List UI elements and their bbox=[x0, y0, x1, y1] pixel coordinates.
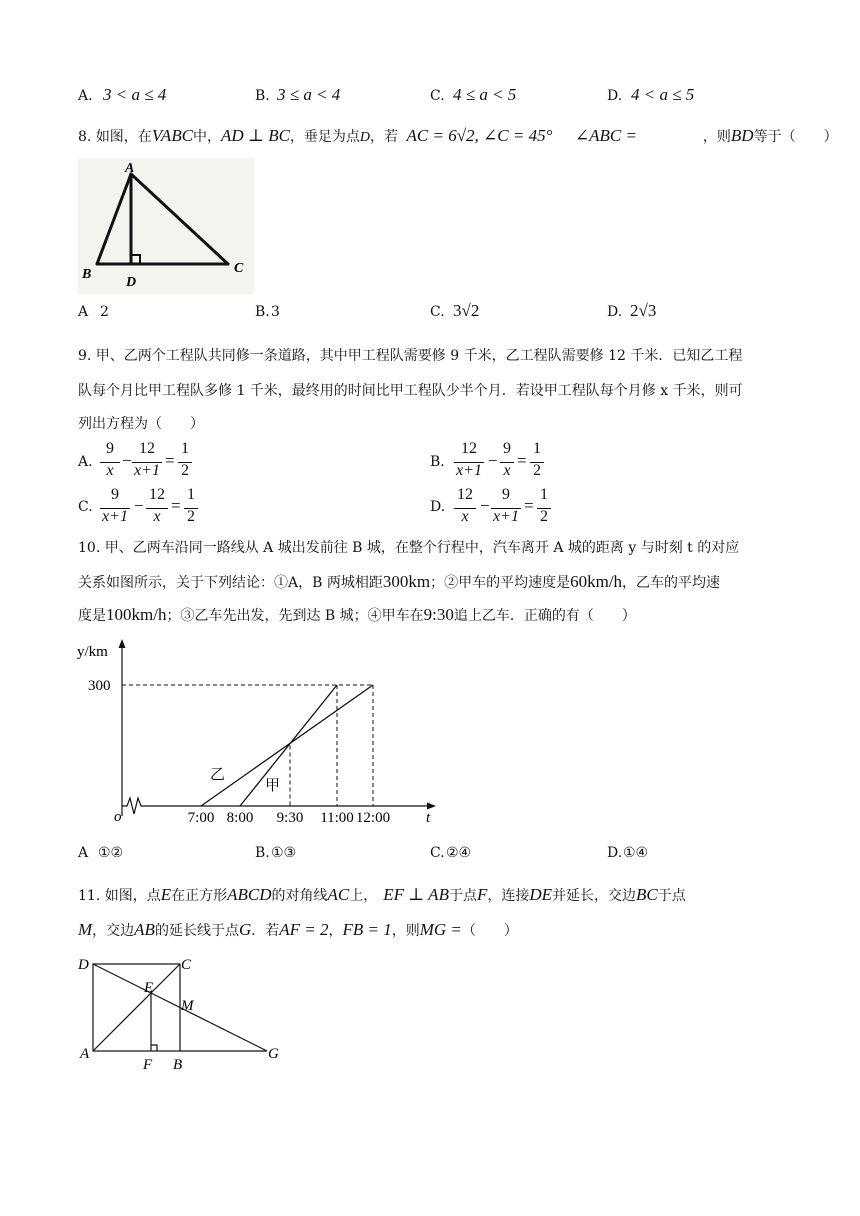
q9-b-fraction-1 bbox=[454, 440, 484, 484]
q10-distance-time-chart bbox=[77, 636, 450, 832]
q10-stem-line-3 bbox=[78, 605, 636, 626]
q11-t2e: G bbox=[238, 920, 252, 939]
q7-option-b-letter: B. bbox=[255, 88, 270, 104]
q9-a-fraction-1 bbox=[100, 440, 120, 484]
q11-diagonal-ac bbox=[93, 964, 180, 1051]
q8-text-2: 中， bbox=[193, 129, 222, 145]
x-tick-label-4: 12:00 bbox=[355, 810, 391, 826]
q9-c-fraction-2 bbox=[146, 486, 168, 530]
q9-a-den-1: x bbox=[106, 462, 114, 479]
q8-stem bbox=[78, 126, 838, 148]
q10-option-b-value: ①③ bbox=[271, 845, 297, 861]
q9-d-num-2: 9 bbox=[502, 486, 510, 503]
q11-t1h: EF ⊥ AB bbox=[383, 885, 449, 904]
q11-t2l: （ ） bbox=[461, 923, 518, 939]
q9-a-rhs-den: 2 bbox=[181, 462, 189, 479]
x-tick-label-0: 7:00 bbox=[187, 810, 215, 826]
q9-c-fraction-1 bbox=[100, 486, 130, 530]
q9-b-minus: − bbox=[488, 451, 498, 470]
q9-b-num-1: 12 bbox=[461, 440, 477, 457]
q9-c-num-2: 12 bbox=[149, 486, 165, 503]
q9-c-fraction-rhs bbox=[184, 486, 198, 530]
q10-line-3e: 追上乙车．正确的有（ ） bbox=[453, 608, 636, 624]
q9-b-den-1: x+1 bbox=[456, 462, 482, 479]
q10-line-3a: 度是 bbox=[78, 608, 106, 624]
x-axis-arrow bbox=[427, 803, 436, 810]
q11-t2j: ，则 bbox=[391, 923, 420, 939]
q9-c-num-1: 9 bbox=[111, 486, 119, 503]
q11-t1n: BC bbox=[636, 885, 658, 904]
q11-t2f: ．若 bbox=[251, 923, 280, 939]
q8-option-b-value: 3 bbox=[271, 304, 280, 320]
q8-text-5: ，则 bbox=[702, 129, 731, 145]
x-axis-label: t bbox=[426, 810, 431, 826]
q9-c-equals: = bbox=[171, 496, 181, 515]
q10-line-3c: ；③乙车先出发，先到达 B 城；④甲车在 bbox=[166, 608, 424, 624]
q8-label-b: B bbox=[82, 267, 92, 282]
q11-label-g: G bbox=[268, 1046, 279, 1062]
q10-option-c-letter: C. bbox=[430, 845, 445, 861]
q10-line-2e: ，乙车的平均速 bbox=[622, 575, 721, 591]
q11-t2i: FB = 1 bbox=[342, 920, 392, 939]
q8-point-d: D bbox=[359, 130, 371, 145]
q8-option-c-value: 3√2 bbox=[453, 301, 480, 320]
q9-stem-line-2: 队每个月比甲工程队多修 1 千米，最终用的时间比甲工程队少半个月．若设甲工程队每个月修 x 千米，则可 bbox=[78, 383, 743, 399]
q10-line-2a: 关系如图所示，关于下列结论：①A，B 两城相距 bbox=[78, 575, 383, 591]
q10-option-d-value: ①④ bbox=[623, 845, 649, 861]
q11-label-d: D bbox=[78, 957, 89, 973]
q9-b-fraction-2 bbox=[500, 440, 514, 484]
q9-c-minus: − bbox=[134, 496, 144, 515]
q11-square-figure bbox=[76, 954, 286, 1074]
q7-option-c-letter: C. bbox=[430, 88, 445, 104]
q8-label-d: D bbox=[126, 275, 137, 290]
q10-option-c-value: ②④ bbox=[446, 845, 472, 861]
q11-t2k: MG = bbox=[419, 920, 462, 939]
q11-label-f: F bbox=[143, 1057, 153, 1073]
q10-distance: 300km bbox=[382, 572, 431, 591]
q9-b-rhs-den: 2 bbox=[533, 462, 541, 479]
q10-meet-time: 9:30 bbox=[423, 605, 454, 624]
q8-label-c: C bbox=[234, 261, 244, 276]
q9-d-num-1: 12 bbox=[457, 486, 473, 503]
q11-t1i: 于点 bbox=[448, 888, 477, 904]
q9-b-rhs-num: 1 bbox=[533, 440, 541, 457]
q11-t1b: E bbox=[160, 885, 172, 904]
q8-triangle: VABC bbox=[151, 126, 194, 145]
q9-a-fraction-rhs bbox=[178, 440, 192, 484]
q11-t1o: 于点 bbox=[657, 888, 686, 904]
q9-c-den-2: x bbox=[153, 508, 161, 525]
q9-b-fraction-rhs bbox=[530, 440, 544, 484]
q11-stem-line-2 bbox=[78, 920, 518, 941]
q8-option-a-value: 2 bbox=[100, 304, 109, 320]
q8-condition-angle-abc: ∠ABC = bbox=[574, 126, 637, 145]
q9-a-rhs-num: 1 bbox=[181, 440, 189, 457]
q9-d-fraction-rhs bbox=[537, 486, 551, 530]
q9-c-den-1: x+1 bbox=[102, 508, 128, 525]
q10-option-a-value: ①② bbox=[98, 845, 124, 861]
q11-label-b: B bbox=[173, 1057, 183, 1073]
series-line-1 bbox=[240, 685, 337, 806]
q8-target: BD bbox=[730, 126, 754, 145]
q11-t2g: AF = 2 bbox=[279, 920, 329, 939]
q11-t1m: 并延长，交边 bbox=[552, 888, 637, 904]
q10-speed-jia: 60km/h bbox=[570, 572, 623, 591]
q11-t1j: F bbox=[476, 885, 488, 904]
q8-option-d-letter: D. bbox=[607, 304, 623, 320]
q7-option-d-letter: D. bbox=[607, 88, 623, 104]
q8-option-c-letter: C. bbox=[430, 304, 445, 320]
q8-figure-background bbox=[78, 158, 254, 294]
q11-t1c: 在正方形 bbox=[171, 888, 228, 904]
q11-t1l: DE bbox=[529, 885, 553, 904]
series-line-0 bbox=[201, 685, 373, 806]
q11-t2d: 的延长线于点 bbox=[154, 923, 239, 939]
q8-option-a-letter: A bbox=[78, 304, 89, 320]
q9-d-minus: − bbox=[480, 496, 490, 515]
q11-stem-line-1 bbox=[78, 885, 686, 906]
q11-t1d: ABCD bbox=[227, 885, 272, 904]
q7-option-a-expr: 3 < a ≤ 4 bbox=[103, 85, 167, 104]
q11-right-angle-mark bbox=[151, 1045, 157, 1051]
q11-t1k: ，连接 bbox=[487, 888, 530, 904]
q9-d-fraction-2 bbox=[491, 486, 521, 530]
q7-option-a-letter: A. bbox=[78, 88, 93, 104]
q9-d-equals: = bbox=[524, 496, 534, 515]
q9-stem-line-3: 列出方程为（ ） bbox=[78, 416, 204, 432]
q11-t1g: 上， bbox=[349, 888, 378, 904]
q8-text-6: 等于（ ） bbox=[753, 129, 838, 145]
q9-c-rhs-den: 2 bbox=[187, 508, 195, 525]
q9-a-equals: = bbox=[165, 451, 175, 470]
q11-t1a: 11. 如图，点 bbox=[78, 888, 161, 904]
q10-stem-line-2 bbox=[78, 572, 720, 593]
q9-stem-line-1: 9. 甲、乙两个工程队共同修一条道路，其中甲工程队需要修 9 千米，乙工程队需要修 12 千米．已知乙工程 bbox=[78, 348, 743, 364]
q10-option-a-letter: A bbox=[78, 845, 89, 861]
q9-c-rhs-num: 1 bbox=[187, 486, 195, 503]
q8-text-1: 如图，在 bbox=[95, 129, 152, 145]
q10-option-b-letter: B. bbox=[255, 845, 270, 861]
q9-a-num-2: 12 bbox=[139, 440, 155, 457]
q8-option-d-value: 2√3 bbox=[630, 301, 657, 320]
y-axis-arrow bbox=[119, 639, 126, 648]
q10-stem-line-1: 10. 甲、乙两车沿同一路线从 A 城出发前往 B 城，在整个行程中，汽车离开 A 城的距离 y 与时刻 t 的对应 bbox=[78, 540, 740, 556]
q9-a-fraction-2 bbox=[132, 440, 162, 484]
q9-b-den-2: x bbox=[503, 462, 511, 479]
q9-d-rhs-den: 2 bbox=[540, 508, 548, 525]
q7-option-c-expr: 4 ≤ a < 5 bbox=[453, 85, 517, 104]
q8-condition-ac: AC = 6√2, ∠C = 45° bbox=[406, 126, 553, 145]
q9-d-den-1: x bbox=[461, 508, 469, 525]
q9-d-rhs-num: 1 bbox=[540, 486, 548, 503]
q8-text-4: ，若 bbox=[370, 129, 399, 145]
q9-a-minus: − bbox=[122, 451, 132, 470]
q9-option-b-letter: B. bbox=[430, 454, 445, 470]
x-tick-label-3: 11:00 bbox=[320, 810, 354, 826]
q8-triangle-figure bbox=[78, 158, 254, 294]
x-tick-label-1: 8:00 bbox=[226, 810, 254, 826]
q11-label-c: C bbox=[181, 957, 192, 973]
q9-option-a-letter: A. bbox=[78, 454, 93, 470]
q11-label-a: A bbox=[80, 1046, 90, 1062]
q8-option-b-letter: B. bbox=[255, 304, 270, 320]
series-label-jia: 甲 bbox=[265, 778, 281, 794]
q9-a-den-2: x+1 bbox=[134, 462, 160, 479]
q9-b-num-2: 9 bbox=[503, 440, 511, 457]
q11-label-m: M bbox=[181, 998, 194, 1014]
q9-b-equals: = bbox=[517, 451, 527, 470]
q10-line-2c: ；②甲车的平均速度是 bbox=[430, 575, 571, 591]
q9-d-den-2: x+1 bbox=[493, 508, 519, 525]
y-tick-label: 300 bbox=[88, 678, 111, 694]
q11-t2c: AB bbox=[134, 920, 155, 939]
q9-option-d-letter: D. bbox=[430, 499, 446, 515]
q11-t2h: ， bbox=[328, 923, 343, 939]
q8-label-a: A bbox=[125, 161, 135, 176]
q9-option-c-letter: C. bbox=[78, 499, 93, 515]
series-label-yi: 乙 bbox=[210, 767, 226, 783]
q10-speed-yi: 100km/h bbox=[106, 605, 167, 624]
q7-option-b-expr: 3 ≤ a < 4 bbox=[277, 85, 341, 104]
q9-a-num-1: 9 bbox=[106, 440, 114, 457]
q8-condition-perpendicular: AD ⊥ BC bbox=[221, 126, 290, 145]
y-axis-label: y/km bbox=[77, 644, 108, 660]
x-tick-label-2: 9:30 bbox=[276, 810, 304, 826]
q11-t2b: ，交边 bbox=[92, 923, 135, 939]
q7-option-d-expr: 4 < a ≤ 5 bbox=[631, 85, 695, 104]
q11-t1f: AC bbox=[327, 885, 350, 904]
q8-text-3: ，垂足为点 bbox=[289, 129, 360, 145]
q11-t1e: 的对角线 bbox=[271, 888, 328, 904]
q9-d-fraction-1 bbox=[454, 486, 476, 530]
origin-label: o bbox=[114, 809, 122, 825]
q11-label-e: E bbox=[144, 980, 154, 996]
q11-t2a: M bbox=[78, 920, 93, 939]
q8-number: 8. bbox=[78, 129, 92, 145]
q10-option-d-letter: D. bbox=[607, 845, 623, 861]
